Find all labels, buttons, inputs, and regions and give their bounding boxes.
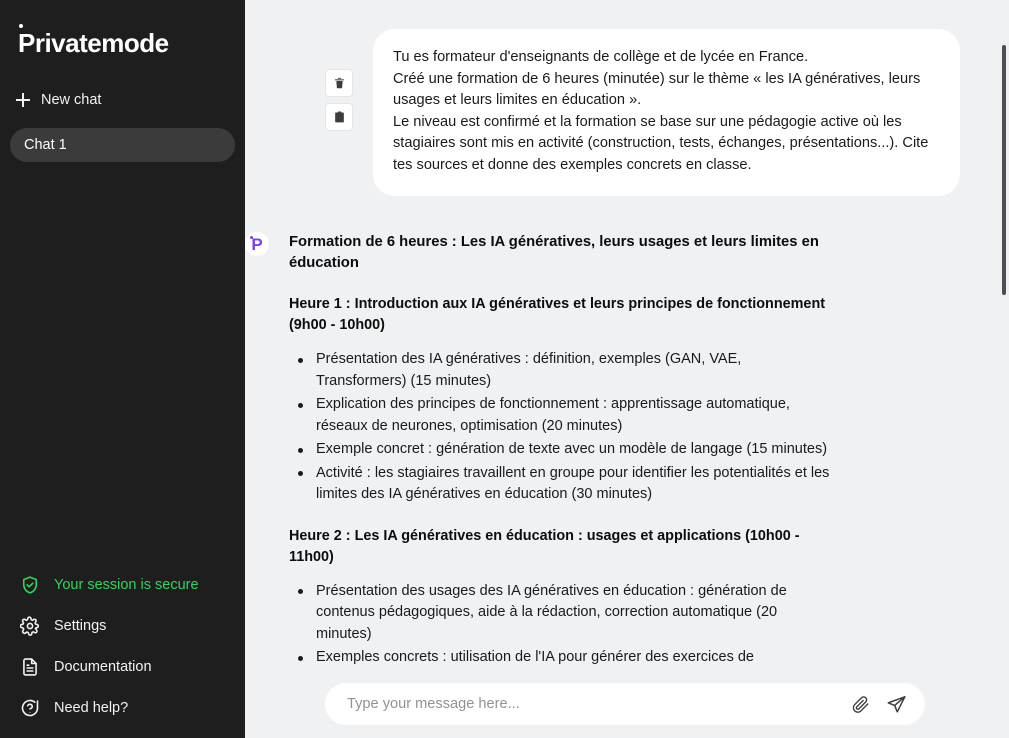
plus-icon <box>16 93 30 107</box>
assistant-title: Formation de 6 heures : Les IA génératives, leurs usages et leurs limites en éducation <box>289 234 819 271</box>
message-input[interactable] <box>347 696 839 712</box>
avatar-letter: P <box>251 234 263 254</box>
section-bullets-1 <box>289 349 834 506</box>
user-message-line-2: Créé une formation de 6 heures (minutée) sur le thème « les IA génératives, leurs usages et leurs limites en éducation ». <box>393 70 921 108</box>
session-secure-status[interactable] <box>0 564 245 605</box>
question-circle-icon <box>20 698 40 718</box>
copy-message-button[interactable] <box>325 103 353 131</box>
assistant-message-row <box>245 196 1009 671</box>
sidebar-bottom <box>0 564 245 738</box>
user-message-row <box>245 0 1009 196</box>
composer <box>325 683 925 725</box>
new-chat-label: New chat <box>41 92 102 108</box>
list-item: Exemples concrets : utilisation de l'IA pour générer des exercices de <box>289 647 834 669</box>
gear-icon <box>20 616 40 636</box>
list-item: Explication des principes de fonctionnement : apprentissage automatique, réseaux de neurones, optimisation (20 minutes) <box>289 394 834 437</box>
section-heading-2: Heure 2 : Les IA génératives en éducation : usages et applications (10h00 - 11h00) <box>289 527 800 565</box>
send-icon[interactable] <box>886 694 907 715</box>
assistant-message-body <box>289 232 834 671</box>
document-icon <box>20 657 40 677</box>
section-heading-1: Heure 1 : Introduction aux IA génératives et leurs principes de fonctionnement (9h00 - 10h00) <box>289 296 826 333</box>
settings-label: Settings <box>54 617 107 634</box>
section-bullets-2 <box>289 581 834 669</box>
chat-item-label: Chat 1 <box>24 137 67 153</box>
main-panel <box>245 0 1009 738</box>
brand-dot-icon <box>19 24 23 28</box>
sidebar-item-chat-1[interactable] <box>10 128 235 162</box>
new-chat-button[interactable] <box>16 92 136 108</box>
avatar <box>245 232 269 256</box>
need-help-label: Need help? <box>54 699 129 716</box>
message-actions <box>325 69 353 131</box>
trash-icon <box>333 76 346 90</box>
chat-list <box>0 128 245 162</box>
session-secure-label: Your session is secure <box>54 576 199 593</box>
list-item: Présentation des IA génératives : définition, exemples (GAN, VAE, Transformers) (15 minutes) <box>289 349 834 392</box>
list-item: Exemple concret : génération de texte avec un modèle de langage (15 minutes) <box>289 439 834 461</box>
sidebar-item-need-help[interactable] <box>0 687 245 728</box>
user-message-bubble <box>373 29 960 196</box>
sidebar-item-settings[interactable] <box>0 605 245 646</box>
sidebar-item-documentation[interactable] <box>0 646 245 687</box>
scrollbar-track[interactable] <box>1000 0 1009 738</box>
documentation-label: Documentation <box>54 658 152 675</box>
shield-check-icon <box>20 575 40 595</box>
user-message-line-1: Tu es formateur d'enseignants de collège et de lycée en France. <box>393 49 809 65</box>
brand-title: Privatemode <box>18 28 169 58</box>
sidebar <box>0 0 245 738</box>
clipboard-icon <box>333 110 346 124</box>
composer-icons <box>851 694 907 715</box>
composer-area <box>245 670 1009 738</box>
list-item: Activité : les stagiaires travaillent en groupe pour identifier les potentialités et les limites des IA génératives en éducation (30 minutes) <box>289 463 834 506</box>
delete-message-button[interactable] <box>325 69 353 97</box>
chat-thread <box>245 0 1009 738</box>
user-message-line-3: Le niveau est confirmé et la formation se base sur une pédagogie active où les stagiaires sont mis en activité (construction, tests, échanges, présentations...). Cite tes sources et donne des exemples concrets en classe. <box>393 113 929 173</box>
scrollbar-thumb[interactable] <box>1002 45 1006 295</box>
paperclip-icon[interactable] <box>851 695 870 714</box>
list-item: Présentation des usages des IA génératives en éducation : génération de contenus pédagogiques, aide à la rédaction, correction automatique (20 minutes) <box>289 581 834 646</box>
brand-logo <box>0 0 245 59</box>
